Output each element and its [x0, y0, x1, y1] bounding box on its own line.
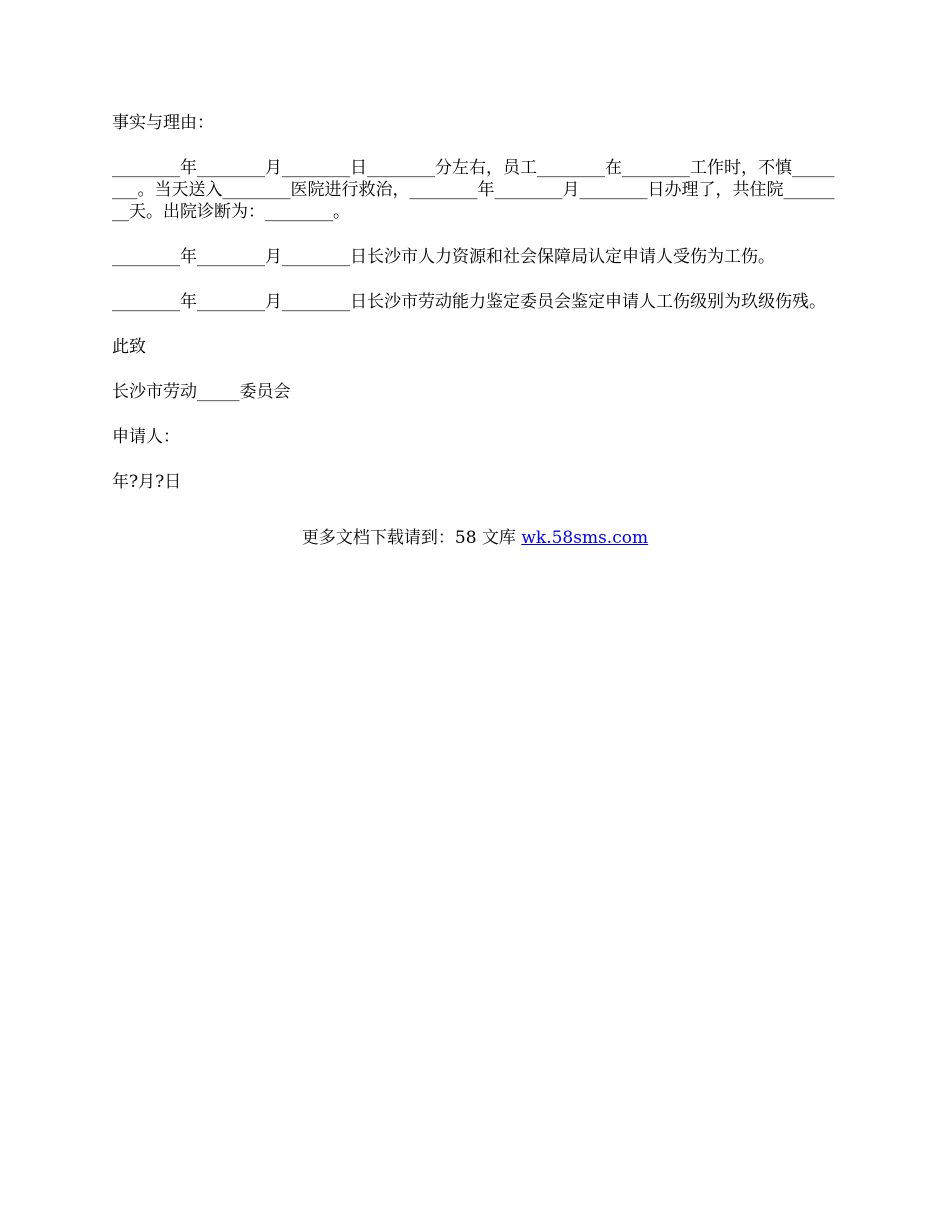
- facts-paragraph-recognition: ________年________月________日长沙市人力资源和社会保障局认定申请人受伤为工伤。: [112, 247, 775, 267]
- facts-paragraph-assessment: ________年________月________日长沙市劳动能力鉴定委员会鉴定申请人工伤级别为玖级伤残。: [112, 292, 826, 312]
- closing-salutation: 此致: [112, 337, 146, 357]
- footer-link[interactable]: wk.58sms.com: [521, 528, 649, 548]
- facts-heading: 事实与理由：: [112, 113, 214, 133]
- applicant-line: 申请人：: [112, 427, 180, 447]
- document-body: [112, 112, 839, 516]
- footer-text: 更多文档下载请到：58 文库: [301, 528, 522, 548]
- facts-paragraph-injury: ________年________月________日________分左右，员工________在________工作时，不慎________。当天送入________医院进行救治，________年________月________日办理了，共住院________天。出院诊断为：________。: [112, 158, 835, 222]
- date-line: 年?月?日: [112, 472, 182, 492]
- download-footer: [0, 527, 950, 549]
- recipient-line: 长沙市劳动_____委员会: [112, 382, 291, 402]
